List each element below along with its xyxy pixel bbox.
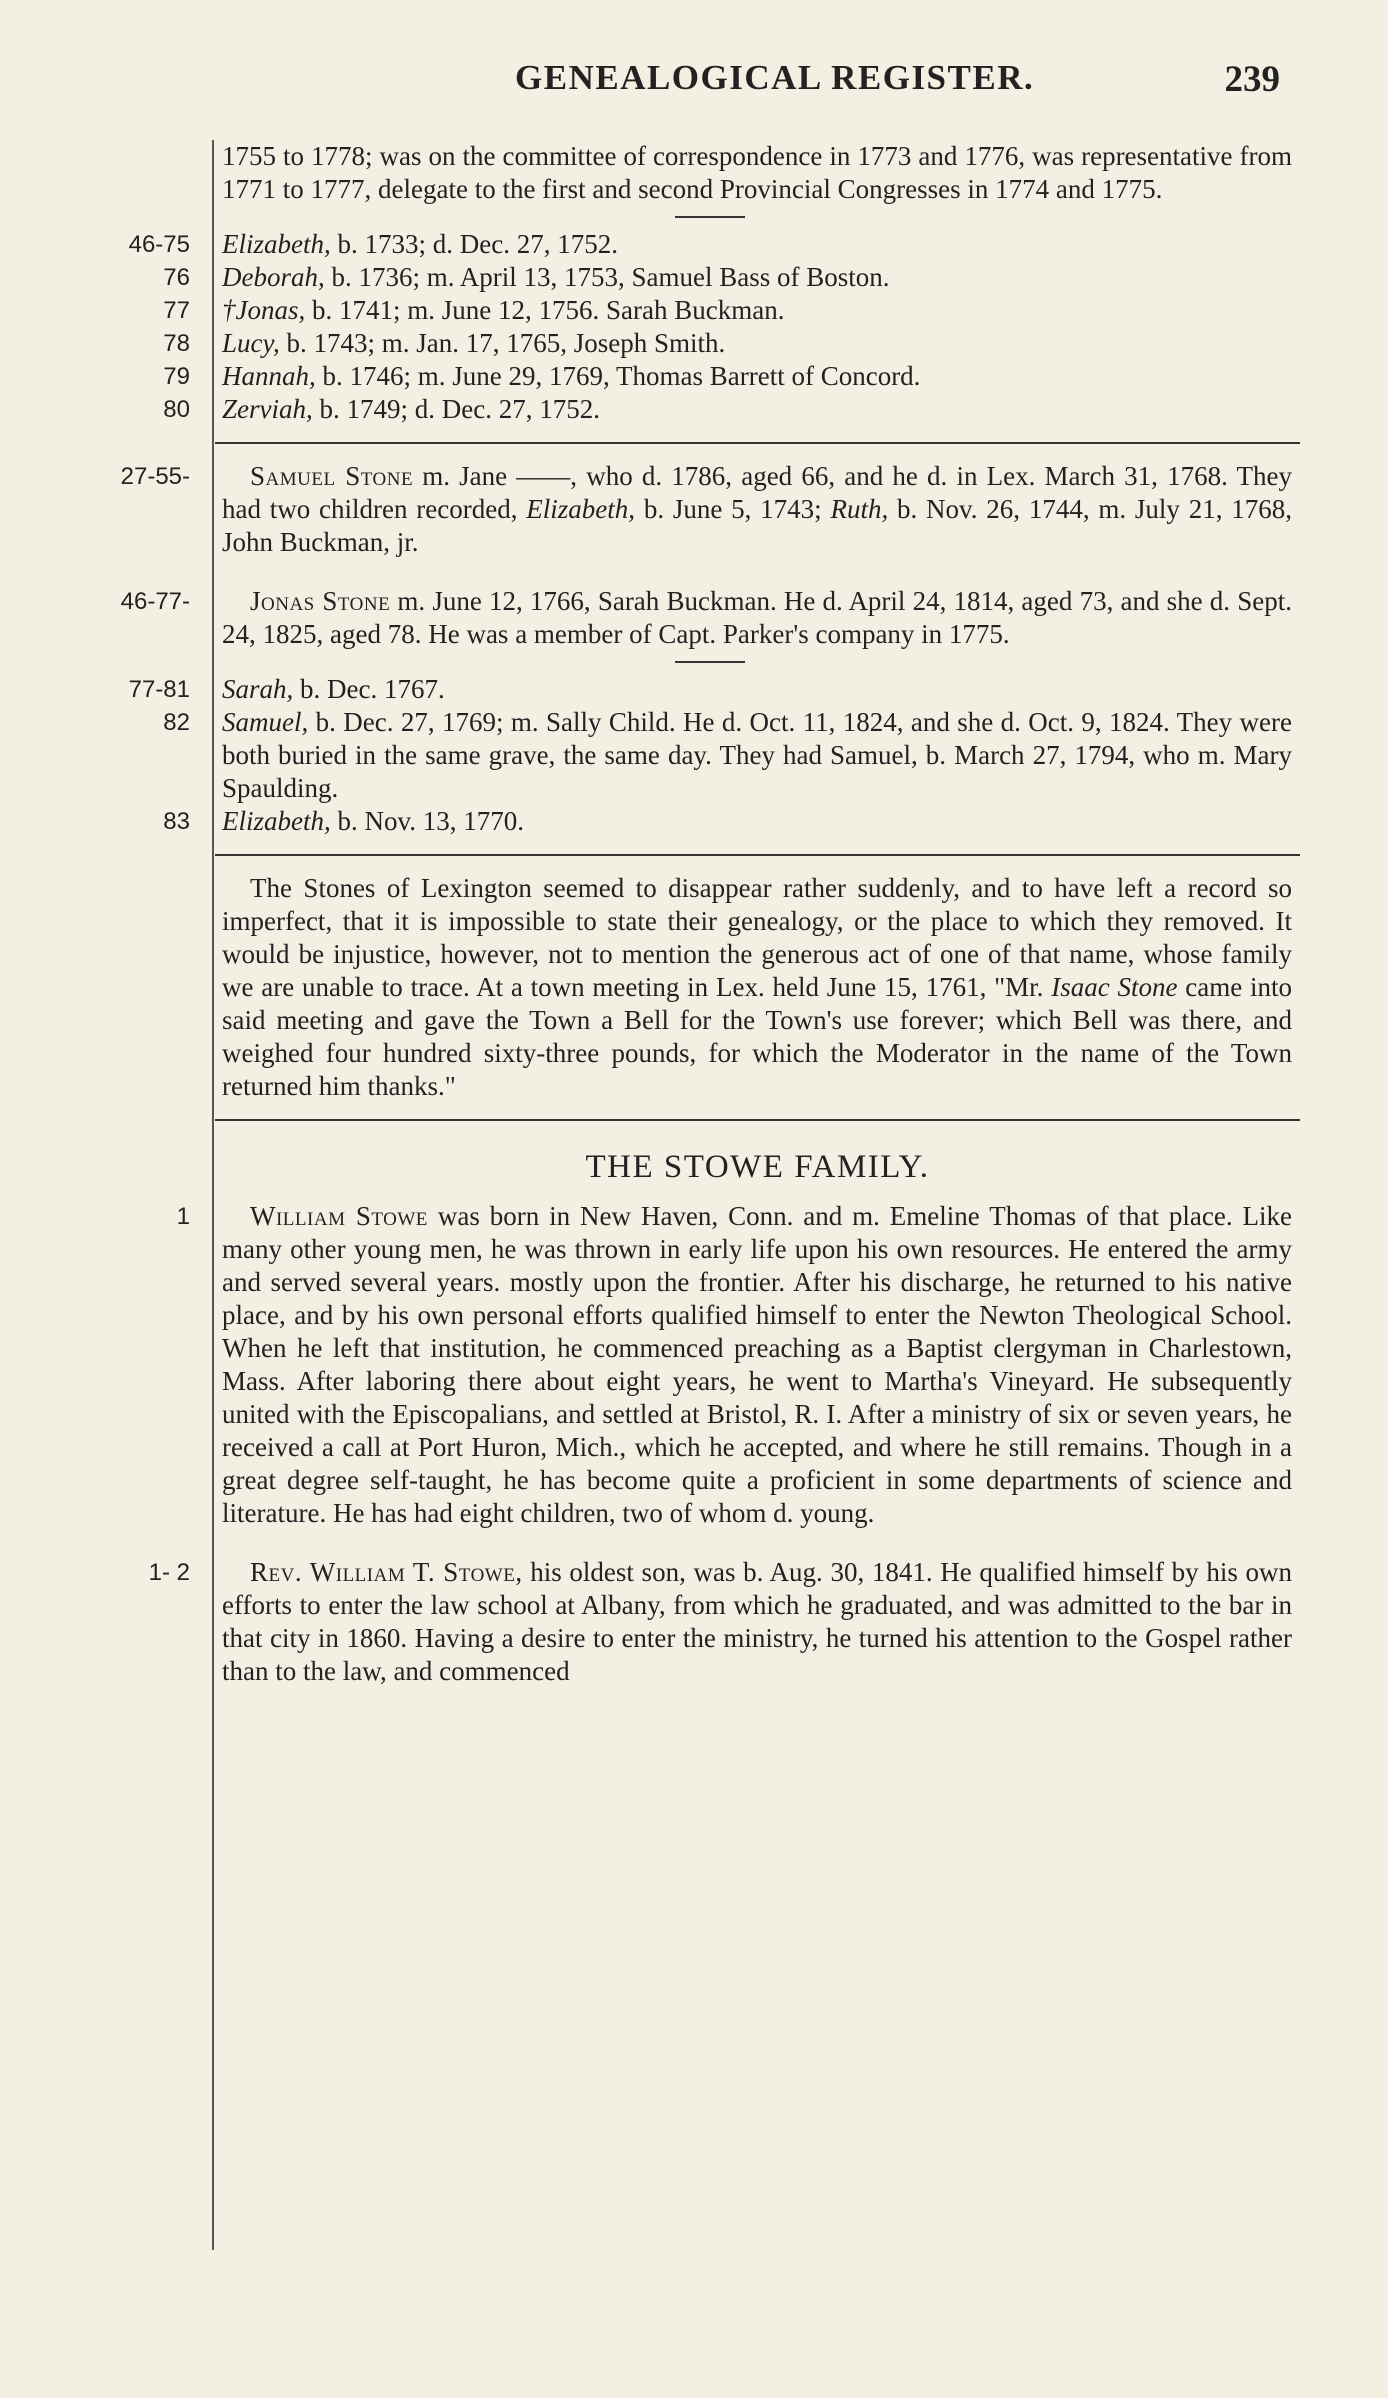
list-item <box>0 673 1388 706</box>
stones-note: The Stones of Lexington seemed to disappear rather suddenly, and to have left a record so imperfect, that it is impossible to state their genealogy, or the place to which they removed. It would be injustice, however, not to mention the generous act of one of that name, whose family we are unable to trace. At a town meeting in Lex. held June 15, 1761, "Mr. Isaac Stone came into said meeting and gave the Town a Bell for the Town's use forever; which Bell was there, and weighed four hundred sixty-three pounds, for which the Moderator in the name of the Town returned him thanks." <box>222 873 1293 1101</box>
entry-number: 27-55- <box>120 463 190 490</box>
person-name: William Stowe <box>250 1201 428 1231</box>
jonas-stone-entry: 46-77- Jonas Stone m. June 12, 1766, Sarah Buckman. He d. April 24, 1814, aged 73, and she d. Sept. 24, 1825, aged 78. He was a member of Capt. Parker's company in 1775. <box>0 585 1388 651</box>
children-list-2 <box>0 673 1388 838</box>
list-item <box>0 294 1388 327</box>
entry-number: 76 <box>163 264 190 291</box>
child-details: b. 1741; m. June 12, 1756. Sarah Buckman. <box>305 295 785 325</box>
entry-number: 46-75 <box>128 231 190 258</box>
person-name: Samuel Stone <box>250 461 414 491</box>
entry-number: 1- 2 <box>148 1559 190 1586</box>
child-name: Zerviah, <box>222 394 313 424</box>
william-stowe-entry: 1 William Stowe was born in New Haven, Conn. and m. Emeline Thomas of that place. Like many other young men, he was thrown in early life upon his own resources. He entered the army and served several years. mostly upon the frontier. After his discharge, he returned to his native place, and by his own personal efforts qualified himself to enter the Newton Theological School. When he left that institution, he commenced preaching as a Baptist clergyman in Charlestown, Mass. After laboring there about eight years, he went to Martha's Vineyard. He subsequently united with the Episcopalians, and settled at Bristol, R. I. After a ministry of six or seven years, he received a call at Port Huron, Mich., which he accepted, and where he still remains. Though in a great degree self-taught, he has become quite a proficient in some departments of science and literature. He has had eight children, two of whom d. young. <box>0 1200 1388 1530</box>
child-details: b. 1746; m. June 29, 1769, Thomas Barrett of Concord. <box>315 361 921 391</box>
long-divider <box>215 1119 1300 1121</box>
child-details: b. 1743; m. Jan. 17, 1765, Joseph Smith. <box>279 328 726 358</box>
short-divider <box>675 661 745 663</box>
list-item <box>0 393 1388 426</box>
long-divider <box>215 442 1300 444</box>
samuel-stone-entry: 27-55- Samuel Stone m. Jane ——, who d. 1786, aged 66, and he d. in Lex. March 31, 1768. They had two children recorded, Elizabeth, b. June 5, 1743; Ruth, b. Nov. 26, 1744, m. July 21, 1768, John Buckman, jr. <box>0 460 1388 559</box>
page-body <box>0 140 1388 1688</box>
child-name: †Jonas, <box>222 295 306 325</box>
running-header <box>470 58 1330 118</box>
child-details: b. Dec. 1767. <box>293 674 445 704</box>
entry-number: 46-77- <box>120 588 190 615</box>
entry-number: 1 <box>176 1203 190 1230</box>
rev-william-stowe-entry: 1- 2 Rev. William T. Stowe, his oldest son, was b. Aug. 30, 1841. He qualified himself by his own efforts to enter the law school at Albany, from which he graduated, and was admitted to the bar in that city in 1860. Having a desire to enter the ministry, he turned his attention to the Gospel rather than to the law, and commenced <box>0 1556 1388 1688</box>
entry-number: 79 <box>163 363 190 390</box>
child-details: b. 1749; d. Dec. 27, 1752. <box>312 394 600 424</box>
child-details: b. Nov. 13, 1770. <box>330 806 524 836</box>
entry-number: 78 <box>163 330 190 357</box>
entry-number: 82 <box>163 709 190 736</box>
short-divider <box>675 216 745 218</box>
child-name: Hannah, <box>222 361 316 391</box>
person-name: Isaac Stone <box>1051 972 1178 1002</box>
section-title: THE STOWE FAMILY. <box>585 1149 930 1185</box>
entry-number: 77-81 <box>128 676 190 703</box>
child-name: Elizabeth, <box>222 806 331 836</box>
list-item <box>0 706 1388 805</box>
child-name: Deborah, <box>222 262 325 292</box>
page-number: 239 <box>1224 59 1280 100</box>
entry-number: 83 <box>163 808 190 835</box>
person-name: Jonas Stone <box>250 586 391 616</box>
intro-paragraph <box>0 140 1388 206</box>
child-name: Lucy, <box>222 328 280 358</box>
child-name: Elizabeth, <box>222 229 331 259</box>
child-details: b. 1736; m. April 13, 1753, Samuel Bass of Boston. <box>324 262 890 292</box>
entry-number: 80 <box>163 396 190 423</box>
children-list-1 <box>0 228 1388 426</box>
list-item <box>0 360 1388 393</box>
child-name: Samuel, <box>222 707 309 737</box>
list-item <box>0 228 1388 261</box>
list-item <box>0 261 1388 294</box>
person-name: Rev. William T. Stowe, <box>250 1557 523 1587</box>
child-name: Sarah, <box>222 674 294 704</box>
header-title: GENEALOGICAL REGISTER. <box>515 58 1035 97</box>
child-details: b. Dec. 27, 1769; m. Sally Child. He d. Oct. 11, 1824, and she d. Oct. 9, 1824. They were both buried in the same grave, the same day. They had Samuel, b. March 27, 1794, who m. Mary Spaulding. <box>222 707 1292 803</box>
intro-text: 1755 to 1778; was on the committee of correspondence in 1773 and 1776, was representative from 1771 to 1777, delegate to the first and second Provincial Congresses in 1774 and 1775. <box>222 141 1292 204</box>
list-item <box>0 805 1388 838</box>
long-divider <box>215 854 1300 856</box>
entry-number: 77 <box>163 297 190 324</box>
list-item <box>0 327 1388 360</box>
child-details: b. 1733; d. Dec. 27, 1752. <box>330 229 618 259</box>
